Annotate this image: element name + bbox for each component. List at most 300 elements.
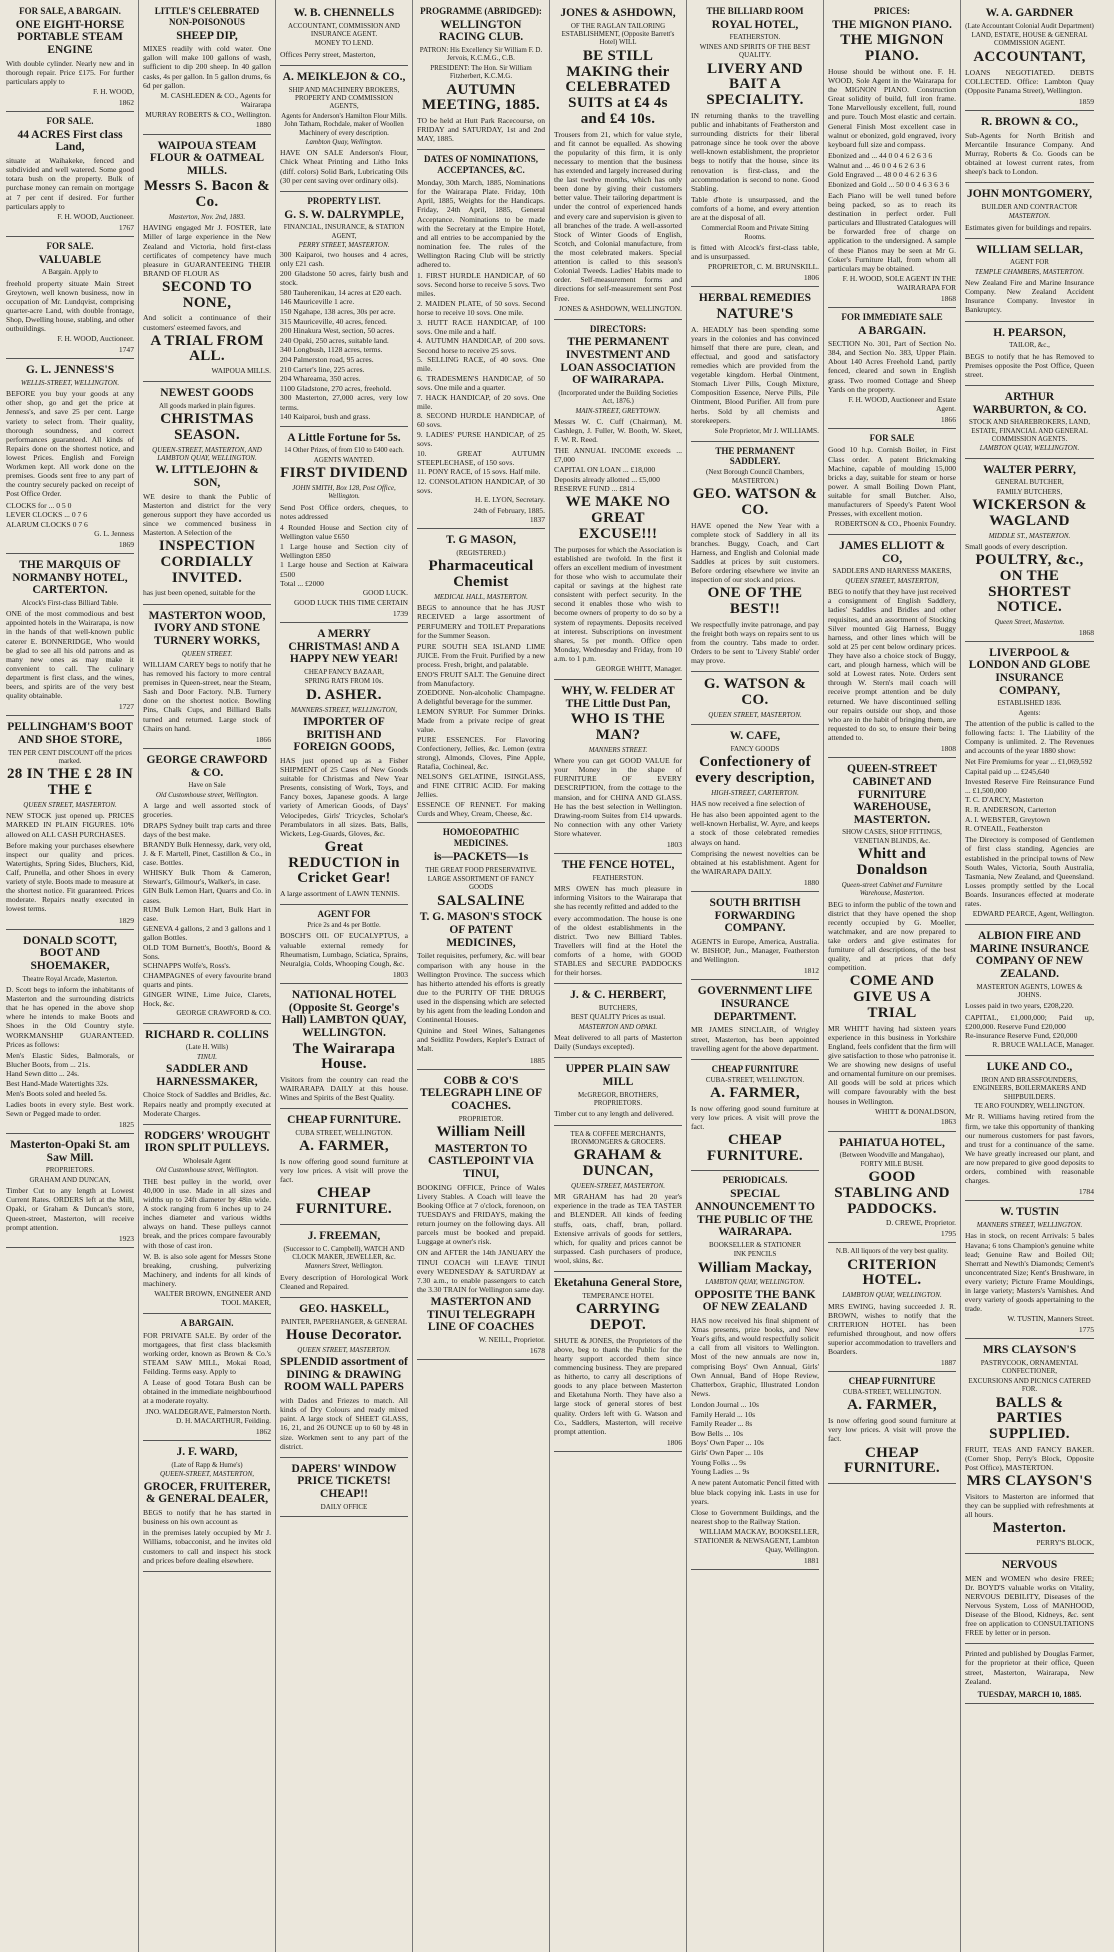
ad-date: 1825: [118, 1120, 134, 1129]
list-item: RESERVE FUND ... £814: [554, 484, 635, 494]
advertisement: [143, 1024, 271, 1125]
ad-date: 1868: [1078, 627, 1094, 637]
ad-title: R. BROWN & CO.,: [980, 116, 1079, 128]
item-list: [417, 271, 545, 495]
list-item: Young Folks ... 9s: [691, 1457, 746, 1467]
advertisement: [828, 2, 956, 308]
advertisement: [691, 672, 819, 725]
ad-title: J. & C. HERBERT,: [570, 989, 666, 1002]
ad-body: SECTION No. 301, Part of Section No. 384, and Section No. 383, Upper Plain. About 140 Acres Freehold Land, partly fenced, cleared and sown in English grass. Two roomed Cottage and Sheep Yards on the property.: [828, 339, 956, 394]
ad-title: A MERRY CHRISTMAS! AND A HAPPY NEW YEAR!: [288, 628, 400, 666]
ad-body: FRUIT, TEAS AND FANCY BAKER. (Corner Shop, Perry's Block, Opposite Post Office), MASTERTON.: [965, 1444, 1094, 1473]
ad-date: 1866: [255, 734, 271, 744]
ad-sig: W. NEILL, Proprietor.: [478, 1334, 545, 1344]
ad-date: 1862: [118, 97, 134, 107]
advertisement: [554, 320, 682, 680]
ad-sub3: Commercial Room and Private Sitting Rooms.: [701, 224, 809, 241]
ad-body: BEGS to notify that he has Removed to Premises opposite the Post Office, Queen street.: [965, 351, 1094, 379]
ad-sub: (Between Woodville and Mangahao), FORTY MILE BUSH.: [839, 1151, 945, 1168]
advertisement: [6, 112, 134, 237]
ad-date: 1863: [940, 1117, 956, 1127]
list-item: PURE SOUTH SEA ISLAND LIME JUICE. From the Fruit. Purified by a new process. Fresh, bright, and palatable.: [417, 641, 545, 669]
ad-big: AUTUMN MEETING, 1885.: [422, 81, 540, 114]
advertisement: [965, 459, 1094, 642]
list-item: 580 Tauherenikau, 14 acres at £20 each.: [280, 287, 402, 297]
advertisement: [965, 642, 1094, 925]
ad-sig: GEORGE WHITT, Manager.: [595, 664, 682, 674]
ad-body2: We respectfully invite patronage, and pay the freight both ways on repairs sent to us from the country. Tabs made to order. Orders to be sent to 'Livery Stable' order may prove.: [691, 619, 819, 666]
list-item: Family Reader ... 8s: [691, 1419, 753, 1429]
ad-head: A BARGAIN.: [180, 1317, 234, 1328]
ad-body: The attention of the public is called to the following facts: 1. The Liability of the Company is unlimited. 2. The Revenues and accounts of the year 1880 show:: [965, 719, 1094, 756]
ad-addr2: Queen Street, Masterton.: [994, 618, 1065, 627]
ad-title: WAIPOUA STEAM FLOUR & OATMEAL MILLS.: [149, 139, 265, 177]
list-item: Men's Boots soled and heeled 5s.: [6, 1088, 107, 1098]
ad-body: situate at Waihakeke, fenced and subdivided and well watered. Some good totara bush on the property. Bulk of purchase money can remain on mortgage at 7 per cent if desired. For further particulars apply to: [6, 156, 134, 211]
ad-sig: JONES & ASHDOWN, WELLINGTON.: [558, 303, 682, 313]
ad-big: WHO IS THE MAN?: [570, 711, 666, 743]
ad-title: SOUTH BRITISH FORWARDING COMPANY.: [709, 897, 801, 935]
ad-big: Pharmaceutical Chemist: [428, 558, 534, 591]
ad-title: NEWEST GOODS: [160, 387, 254, 400]
ad-big: GEO. WATSON & CO.: [692, 486, 818, 518]
list-item: ENO'S FRUIT SALT. The Genuine direct from Manufactory.: [417, 669, 545, 688]
ad-body2: has just been opened, suitable for the: [143, 588, 256, 598]
ad-title: THE MIGNON PIANO.: [832, 18, 952, 31]
page-column: [139, 0, 276, 1952]
ad-body: Printed and published by Douglas Farmer, for the proprietor at their office, Queen street, Masterton, Wairarapa, New Zealand.: [965, 1649, 1094, 1686]
advertisement: [965, 2, 1094, 111]
list-item: 1 Large house and Section city of Wellington £850: [280, 541, 408, 560]
ad-body2: A Lease of good Totara Bush can be obtained in the immediate neighbourhood at a moderate royalty.: [143, 1378, 271, 1406]
ad-title: WHY, W. FELDER AT THE Little Dust Pan,: [561, 684, 675, 710]
page-column: [550, 0, 687, 1952]
ad-sub: AGENT FOR: [1010, 258, 1049, 267]
ad-addr: QUEEN STREET, MASTERTON,: [845, 576, 939, 585]
ad-big: House Decorator.: [286, 1327, 402, 1344]
ad-head: HOMOEOPATHIC MEDICINES.: [442, 827, 520, 849]
list-item: ZOEDONE. Non-alcoholic Champagne. A delightful beverage for the summer.: [417, 688, 545, 707]
list-item: Girls' Own Paper ... 10s: [691, 1448, 764, 1458]
ad-date: 24th of February, 1885.: [473, 506, 545, 516]
ad-body: Messrs W. C. Cuff (Chairman), M. Cashlegn, J. Fuller, W. Booth, W. Skeet, F. W. R. Reed.: [554, 417, 682, 445]
ad-sub2: WINES AND SPIRITS OF THE BEST QUALITY.: [699, 42, 811, 60]
ad-sig: F. H. WOOD, Auctioneer.: [57, 334, 134, 344]
ad-addr: MASTERTON AND OPAKI.: [578, 1022, 658, 1031]
advertisement: [691, 980, 819, 1059]
ad-title: PAHIATUA HOTEL,: [839, 1136, 945, 1149]
ad-addr: MANNERS STREET.: [588, 745, 648, 754]
list-item: Bow Bells ... 10s: [691, 1428, 743, 1438]
ad-big2: WE MAKE NO GREAT EXCUSE!!!: [565, 494, 671, 542]
ad-sub: (Successor to C. Campbell), WATCH AND CLOCK MAKER, JEWELLER, &c.: [283, 1244, 405, 1261]
ad-addr: HIGH-STREET, CARTERTON.: [711, 788, 799, 797]
ad-body: With double cylinder. Nearly new and in thorough repair. Price £175. For further particulars apply to: [6, 58, 134, 86]
advertisement: [965, 1201, 1094, 1339]
ad-sub: CUBA-STREET, WELLINGTON.: [705, 1075, 805, 1084]
ad-sub: PAINTER, PAPERHANGER, & GENERAL: [280, 1317, 408, 1326]
ad-sub: FINANCIAL, INSURANCE, & STATION AGENT,: [283, 223, 405, 240]
list-item: Best Hand-Made Watertights 32s.: [6, 1079, 109, 1089]
ad-title: SPECIAL ANNOUNCEMENT TO THE PUBLIC OF THE WAIRARAPA.: [695, 1188, 815, 1239]
list-item: 204 Whareama, 350 acres.: [280, 374, 361, 384]
advertisement: [691, 287, 819, 441]
advertisement: [828, 429, 956, 536]
ad-body2: MR WHITT having had sixteen years experience in this business in Yorkshire England, feels confident that the firm will give satisfaction to those who patronise it. We are showing new designs of useful and ornamental furniture on our premises. All goods will be sold at prices which will compare favourably with the best houses in Wellington.: [828, 1023, 956, 1106]
ad-title: MASTERTON WOOD, IVORY AND STONE TURNERY WORKS,: [148, 609, 266, 647]
ad-body: BEG to notify that they have just received a consignment of English Saddlery, ladies' Saddles and Bridles and other requisites, and an assortment of Stocking Silver mounted Gig Harness, Buggy harness, and other lines which will be sold at 25 per cent below ordinary prices. They have also a choice stock of Buggy, cart, and plough harness, which will be sold at Lowest rates. Note. Orders sent through W. Stern's mail coach will receive prompt attention and be duly returned. We have discontinued selling our repairs outside our shop, and those who are in the habit of bringing them, are requested to do so, to ensure their being attended to.: [828, 587, 956, 743]
list-item: GINGER WINE, Lime Juice, Clarets, Hock, &c.: [143, 989, 271, 1008]
ad-title: A. MEIKLEJON & CO.,: [282, 70, 406, 83]
ad-body: THE best pulley in the world, over 40,000 in use. Made in all sizes and widths up to 24ft diameter by 48in wide. A stock ranging from 6 inches up to 24 inches diameter and various widths always on hand. These pulleys cannot break, and the prices compare favourably with those of cast iron.: [143, 1176, 271, 1250]
ad-date: 1812: [803, 966, 819, 976]
advertisement: [6, 2, 134, 112]
ad-body: WILLIAM CAREY begs to notify that he has removed his factory to more central premises in Queen-street, near the Steam, Sash and Door Factory. N.B. Turnery done on the shortest notice. Bowling Pins, Chalk Cups, and Billiard Balls turned and returned. Large stock of Chairs on hand.: [143, 659, 271, 733]
list-item: OLD TOM Burnett's, Booth's, Boord & Sons.: [143, 942, 271, 961]
ad-addr: Masterton, Nov. 2nd, 1883.: [168, 212, 246, 221]
ad-sub2: GRAHAM AND DUNCAN,: [29, 1175, 111, 1184]
advertisement: [143, 2, 271, 135]
ad-addr: QUEEN STREET, MASTERTON.: [297, 1345, 391, 1354]
advertisement: [828, 535, 956, 758]
advertisement: [280, 427, 408, 623]
ad-addr: QUEEN STREET, MASTERTON.: [708, 710, 802, 719]
list-item: 1. FIRST HURDLE HANDICAP, of 60 sovs. Second horse to receive 5 sovs. Two miles.: [417, 271, 545, 299]
advertisement: [691, 725, 819, 892]
ad-date: 1923: [118, 1233, 134, 1243]
ad-sub: STOCK AND SHAREBROKERS, LAND, ESTATE, FINANCIAL AND GENERAL COMMISSION AGENTS.: [968, 418, 1091, 443]
advertisement: [965, 1644, 1094, 1704]
ad-body: Small goods of every description.: [965, 542, 1068, 552]
ad-big: Whitt and Donaldson: [856, 846, 928, 878]
advertisement: [143, 1314, 271, 1442]
ad-sub: CUBA STREET, WELLINGTON.: [295, 1128, 393, 1137]
ad-sub: N.B. All liquors of the very best quality.: [835, 1247, 949, 1256]
list-item: 7. HACK HANDICAP, of 20 sovs. One mile.: [417, 392, 545, 411]
ad-date: 1767: [118, 222, 134, 232]
ad-addr: JOHN SMITH, Box 128, Post Office, Wellington.: [292, 483, 396, 501]
ad-title2: IMPORTER OF BRITISH AND FOREIGN GOODS,: [293, 715, 395, 754]
ad-body: IN returning thanks to the travelling public and inhabitants of Featherston and surrounding districts for their liberal patronage since he took over the above well-known establishment, the proprietor begs to notify that the house, since its renovation is first-class, and the accommodation is second to none. Good Stabling.: [691, 110, 819, 193]
list-item: 9. LADIES' PURSE HANDICAP, of 25 sovs.: [417, 430, 545, 449]
ad-sub: CHEAP FANCY BAZAAR,: [304, 668, 384, 677]
ad-title2: OPPOSITE THE BANK OF NEW ZEALAND: [694, 1288, 816, 1314]
advertisement: [965, 925, 1094, 1056]
ad-sig: WALTER BROWN, ENGINEER AND TOOL MAKER,: [154, 1289, 271, 1307]
ad-addr: TEMPLE CHAMBERS, MASTERTON.: [974, 267, 1085, 276]
ad-body: TO be held at Hutt Park Racecourse, on FRIDAY and SATURDAY, 1st and 2nd MAY, 1885.: [417, 116, 545, 144]
ad-big3: A TRIAL FROM ALL.: [150, 332, 264, 365]
ad-big: GRAHAM & DUNCAN,: [573, 1147, 663, 1180]
ad-sig: F. H. WOOD, Auctioneer and Estate Agent.: [848, 394, 956, 413]
ad-sub: Wholesale Agent: [182, 1157, 231, 1166]
advertisement: [554, 984, 682, 1058]
ad-title: CHEAP FURNITURE.: [287, 1114, 401, 1127]
list-item: 5. SELLING RACE, of 40 sovs. One mile.: [417, 355, 545, 374]
ad-body: BEFORE you buy your goods at any other shop, go and get the price at Jenness's, and save 25 per cent. Large variety to select from. Their quality, thorough soundness, and correct performances guaranteed. All kinds of Repairs done on the shortest notice, and lowest Prices. English and Foreign Workmen kept. All work done on the premises. Goods sent free to any part of the country securely packed on receipt of Post Office Order.: [6, 389, 134, 499]
ad-title: DAPERS' WINDOW PRICE TICKETS! CHEAP!!: [291, 1462, 397, 1501]
list-item: Men's Elastic Sides, Balmorals, or Blucher Boots, from ... 21s.: [6, 1050, 134, 1069]
ad-title: MRS CLAYSON'S: [982, 1344, 1077, 1357]
ad-body: Timber cut to any length and delivered.: [554, 1109, 674, 1119]
list-item: RUM Bulk Lemon Hart, Bulk Hart in case.: [143, 905, 271, 924]
ad-addr: Lambton Quay, Wellington.: [305, 137, 383, 146]
ad-title: A Little Fortune for 5s.: [287, 431, 401, 444]
list-item: Invested Reserve Fire Reinsurance Fund ... £1,500,000: [965, 776, 1094, 795]
advertisement: [417, 2, 545, 150]
ad-sub: BUILDER AND CONTRACTOR: [981, 202, 1078, 211]
ad-date: 1859: [1078, 96, 1094, 106]
ad-head: FOR SALE: [869, 432, 915, 443]
ad-addr: Queen-street Cabinet and Furniture Warehouse, Masterton.: [841, 880, 943, 898]
list-item: Family Herald ... 10s: [691, 1409, 756, 1419]
ad-body: Where you can get GOOD VALUE for your Money in the shape of FURNITURE OF EVERY DESCRIPTION, from the cottage to the mansion, and for CHINA AND GLASS. He has the best selection in Wellington. Drawing-room Suites from £14 upwards. No connection with any other Variety Store whatever.: [554, 756, 682, 839]
ad-sub: 14 Other Prizes, of from £10 to £400 each.: [284, 446, 404, 455]
list-item: 1100 Gladstone, 270 acres, freehold.: [280, 383, 392, 393]
ad-date: 1806: [803, 273, 819, 283]
advertisement: [554, 680, 682, 854]
ad-body: MR JAMES SINCLAIR, of Wrigley street, Masterton, has been appointed travelling agent for the above department.: [691, 1025, 819, 1053]
ad-sub: IRON AND BRASSFOUNDERS, ENGINEERS, BOILERMAKERS AND SHIPBUILDERS.: [972, 1075, 1087, 1101]
ad-sub: OF THE RAGLAN TAILORING ESTABLISHMENT, (Opposite Barrett's Hotel) WILL: [561, 21, 675, 47]
advertisement: [554, 854, 682, 984]
ad-sig: PROPRIETOR, C. M. BRUNSKILL.: [708, 262, 819, 272]
ad-sig: W. TUSTIN, Manners Street.: [1007, 1314, 1094, 1324]
list-item: Young Ladies ... 9s: [691, 1467, 750, 1477]
ad-title: WILLIAM SELLAR,: [976, 243, 1083, 256]
ad-title: JAMES ELLIOTT & CO,: [839, 540, 945, 565]
ad-body: BEG to inform the public of the town and district that they have opened the shop recently occupied by G. Moeller, watchmaker, and are now prepared to take orders and give estimates for furniture of all descriptions, of the best quality, and at prices that defy competition.: [828, 899, 956, 973]
ad-date: 1869: [118, 539, 134, 549]
list-item: R. O'NEAIL, Featherston: [965, 824, 1043, 834]
ad-body: A large and well assorted stock of groceries.: [143, 800, 271, 820]
list-item: Capital paid up ... £245,640: [965, 767, 1050, 777]
ad-title: GEORGE CRAWFORD & CO.: [146, 753, 268, 779]
ad-sub: GENERAL BUTCHER,: [995, 478, 1064, 487]
ad-body3: is fitted with Alcock's first-class table, and is unsurpassed.: [691, 242, 819, 262]
ad-title: Masterton-Opaki St. am Saw Mill.: [10, 1139, 130, 1164]
list-item: GENEVA 4 gallons, 2 and 3 gallons and 1 gallon Bottles.: [143, 923, 271, 942]
ad-sub2: SPRING RATS FROM 10s.: [304, 677, 384, 686]
ad-body: NEW STOCK just opened up. PRICES MARKED IN PLAIN FIGURES. 10% allowed on ALL CASH PURCHASES.: [6, 811, 134, 839]
ad-big2: CHEAP FURNITURE.: [707, 1131, 803, 1164]
ad-title: H. PEARSON,: [993, 326, 1066, 339]
advertisement: [554, 1126, 682, 1273]
ad-sig: D. CREWE, Proprietor.: [886, 1218, 956, 1228]
ad-big2: ONE OF THE BEST!!: [707, 585, 803, 618]
ad-title: Eketahuna General Store,: [554, 1277, 682, 1290]
ad-title: A BARGAIN.: [858, 324, 926, 337]
ad-body: LOANS NEGOTIATED. DEBTS COLLECTED. Office: Lambton Quay (Opposite Panama Street), Wellington.: [965, 67, 1094, 95]
ad-body: BEGS to notify that he has started in business on his own account as: [143, 1508, 271, 1527]
ad-sub2: PRESIDENT: The Hon. Sir William Fitzherbert, K.C.M.G.: [430, 63, 532, 81]
ad-sub: (Incorporated under the Building Societies Act, 1876.): [558, 388, 678, 406]
ad-date: 1885: [529, 1055, 545, 1065]
ad-date: 1868: [940, 293, 956, 303]
ad-sig: GEORGE CRAWFORD & CO.: [176, 1007, 271, 1017]
list-item: 240 Opaki, 250 acres, suitable land.: [280, 335, 389, 345]
ad-head: PROPERTY LIST.: [307, 195, 381, 206]
advertisement: [828, 1132, 956, 1244]
advertisement: [828, 758, 956, 1131]
list-item: 200 Hinakura West, section, 50 acres.: [280, 326, 395, 336]
ad-sub: Alcock's First-class Billiard Table.: [21, 598, 119, 607]
ad-sig: EDWARD PEARCE, Agent, Wellington.: [972, 909, 1094, 919]
ad-date: 1808: [940, 744, 956, 754]
ad-date: 1806: [666, 1437, 682, 1447]
ad-sig: F. H. WOOD, Auctioneer.: [57, 211, 134, 221]
ad-sub: SHOW CASES, SHOP FITTINGS, VENETIAN BLINDS, &c.: [842, 828, 942, 845]
ad-sig: M. CASHLEDEN & CO., Agents for Wairarapa: [160, 90, 271, 109]
ad-body: AGENTS in Europe, America, Australia. W. BISHOP, Jun., Manager, Featherston and Wellington.: [691, 937, 819, 965]
list-item: DRAPS Sydney built trap carts and three days of the best make.: [143, 821, 271, 840]
advertisement: [143, 1125, 271, 1314]
list-item: A. I. WEBSTER, Greytown: [965, 814, 1051, 824]
list-item: NELSON'S GELATINE, ISINGLASS, and FINE CITRIC ACID. For making Jellies.: [417, 771, 545, 799]
ad-sig: F. H. WOOD, SOLE AGENT IN THE WAIRARAPA FOR: [842, 273, 956, 292]
ad-head: THE BILLIARD ROOM: [706, 6, 804, 16]
list-item: ESSENCE OF RENNET. For making Curds and Whey, Cream, Cheese, &c.: [417, 799, 545, 818]
ad-big: CARRYING DEPOT.: [575, 1301, 661, 1333]
ad-sub: All goods marked in plain figures.: [158, 401, 256, 410]
ad-head: FOR SALE.: [46, 116, 94, 127]
list-item: 140 Kaiparoi, bush and grass.: [280, 412, 371, 422]
ad-sub: SADDLERS AND HARNESS MAKERS,: [832, 567, 952, 576]
ad-title: HERBAL REMEDIES: [698, 292, 812, 305]
list-item: 3. HUTT RACE HANDICAP, of 100 sovs. One mile and a half.: [417, 317, 545, 336]
ad-big: LIVERY AND BAIT A SPECIALITY.: [706, 60, 804, 109]
ad-title: JONES & ASHDOWN,: [560, 7, 676, 19]
ad-title: JOHN MONTGOMERY,: [966, 188, 1093, 201]
ad-big2: POULTRY, &c., ON THE SHORTEST NOTICE.: [975, 552, 1084, 616]
ad-head: PRICES:: [873, 6, 910, 16]
ad-body: Trousers from 21, which for value style, and fit cannot be equalled. As showing the popularity of this firm, it is only necessary to mention that the business has extended and largely increased during the last twelve months, which has only been done by giving their customers better value. Their tailoring department is under the control of experienced hands and every care and supervision is given to all branches of the trade. A well-assorted Stock of Winter Goods of English, Scotch, and Colonial manufacture, from the most celebrated makers. Special attention is called to this season's Colonial Tweeds. Ladies' Habits made to order. Self-measurement forms and directions for self-measurement sent Post Free.: [554, 129, 682, 303]
ad-big2: MRS CLAYSON'S: [966, 1473, 1093, 1490]
price-list: [965, 1013, 1094, 1041]
ad-body2: The Directory is composed of Gentlemen of first class standing. Agencies are established in the principal towns of New South Wales, Victoria, South Australia, Tasmania, New Zealand, and Queensland. Losses promptly settled by the Local Boards. Insurances effected at moderate rates.: [965, 835, 1094, 909]
ad-body: A. HEADLY has been spending some years in the colonies and has convinced himself that there are pure, clean, and effectual, and good and satisfactory remedies which are provided from the vegetable kingdom. Herbal Ointment, Stomach Liver Pills, Cough Mixture, Composition Essence, Nerve Pills, Pile Ointment, Blood Purifier. All from pure herbs. Sold by all chemists and storekeepers.: [691, 324, 819, 425]
ad-head: FOR IMMEDIATE SALE: [841, 311, 943, 322]
ad-big3: Masterton.: [992, 1520, 1067, 1537]
list-item: Gold Engraved ... 48 0 0 4 6 2 6 3 6: [828, 170, 937, 180]
list-item: 10. GREAT AUTUMN STEEPLECHASE, of 150 sovs.: [417, 448, 545, 467]
ad-sub: PATRON: His Excellency Sir William F. D. Jervois, K.C.M.G., C.B.: [419, 46, 543, 63]
ad-addr: MAIN-STREET, GREYTOWN.: [575, 406, 661, 415]
ad-big2: SECOND TO NONE,: [161, 278, 253, 311]
ad-title: RICHARD R. COLLINS: [145, 1028, 269, 1041]
list-item: Ebonized and Gold ... 50 0 0 4 6 3 6 3 6: [828, 179, 950, 189]
ad-sig: WILLIAM MACKAY, BOOKSELLER, STATIONER & NEWSAGENT, Lambton Quay, Wellington.: [694, 1526, 819, 1554]
ad-title: QUEEN-STREET CABINET AND FURNITURE WAREHOUSE, MASTERTON.: [846, 763, 938, 826]
ad-body3: Comprising the newest novelties can be obtained at his establishment. Agent for the WAIRARAPA DAILY.: [691, 848, 819, 876]
item-list: [280, 250, 408, 421]
ad-body: HAVE ON SALE Anderson's Flour, Chick Wheat Printing and Litho Inks (diff. colors) Solid Bark, Lubricating Oils (30 per cent saving over ordinary oils).: [280, 148, 408, 185]
advertisement: [280, 1109, 408, 1225]
advertisement: [417, 529, 545, 823]
advertisement: [691, 2, 819, 287]
advertisement: [280, 905, 408, 984]
ad-title: LIVERPOOL & LONDON AND GLOBE INSURANCE COMPANY,: [968, 646, 1091, 697]
ad-body: Mr R. Williams having retired from the firm, we take this opportunity of thanking our numerous customers for past favors, and trust for a continuance of the same. We have greatly increased our plant, and are now prepared to give good deposits to orders, combined with reasonable charges.: [965, 1112, 1094, 1186]
advertisement: [280, 1225, 408, 1298]
ad-sub: TEA & COFFEE MERCHANTS, IRONMONGERS & GROCERS.: [570, 1129, 666, 1146]
ad-body: SHUTE & JONES, the Proprietors of the above, beg to thank the Public for the hearty support accorded them since commencing business. They are prepared as hitherto, to carry all descriptions of goods to any place between Masterton and Eketahuna North. They have also a large stock of general stores of best quality. Orders left with G. Watson and Co., Saddlers, Masterton, will receive prompt attention.: [554, 1335, 682, 1436]
ad-title2: T. G. MASON'S STOCK OF PATENT MEDICINES,: [419, 911, 543, 949]
ad-sig: Sole Proprietor, Mr J. WILLIAMS.: [714, 425, 819, 435]
ad-body: HAS just opened up as a Fisher SHIPMENT of 25 Cases of New Goods suitable for Christmas and New Year Presents, consisting of Work, Toys, and Fancy boxes, Japanese goods. A large variety of American Goods, of Days' Velocipedes, Girls' Tricycles, Scholar's Perambulators in all sizes. Bats, Balls, Wickets, Leg-Guards, Gloves, &c.: [280, 755, 408, 838]
ad-sig: G. L. Jenness: [94, 528, 134, 538]
advertisement: [828, 1243, 956, 1372]
ad-body: House should be without one. F. H. WOOD, Sole Agent in the Wairarapa for the MIGNON PIANO. Construction Great solidity of build, full iron frame. Tone Marvellously excellent, full, round and pure. Touch Most elastic and certain. General Finish Most excellent case in walnut or ebonized, gold engraved, ivory keyboard full size and compass.: [828, 66, 956, 149]
ad-head: AGENT FOR: [317, 909, 371, 920]
ad-big: The Wairarapa House.: [292, 1040, 396, 1073]
ad-sub: TAILOR, &c.,: [1009, 341, 1050, 350]
advertisement: [280, 623, 408, 905]
list-item: Re-insurance Reserve Fund, £20,000: [965, 1031, 1078, 1041]
ad-title: WALTER PERRY,: [983, 463, 1076, 476]
ad-sub2: Agents:: [1018, 708, 1041, 717]
advertisement: [6, 237, 134, 359]
ad-body2: A new patent Automatic Pencil fitted with blue black copying ink. Lasts in use for years.: [691, 1478, 819, 1506]
list-item: 150 Ngahape, 138 acres, 30s per acre.: [280, 307, 396, 316]
ad-sig: PERRY'S BLOCK,: [1036, 1538, 1094, 1548]
ad-head: PROGRAMME (ABRIDGED):: [420, 6, 542, 16]
ad-big: A. FARMER,: [847, 1397, 937, 1414]
list-item: Boys' Own Paper ... 10s: [691, 1438, 764, 1448]
item-list: [965, 795, 1094, 833]
ad-sig: H. E. LYON, Secretary.: [475, 495, 545, 505]
ad-sub: DAILY OFFICE: [320, 1502, 368, 1511]
ad-big: THE MIGNON PIANO.: [840, 32, 944, 65]
ad-body2: Before making your purchases elsewhere inspect our quality and prices. Watertights, Spring Sides, Bluchers, Kid, Calf, Prunella, and other Shoes in every variety of style. Boots made to measure at the shortest notice. Fit guaranteed. Prices moderate. Repairs neatly executed in lowest terms.: [6, 840, 134, 914]
ad-head: FOR SALE, A BARGAIN.: [19, 6, 121, 16]
advertisement: [280, 192, 408, 427]
list-item: 315 Mauriceville, 40 acres, fenced.: [280, 316, 387, 326]
advertisement: [6, 930, 134, 1134]
ad-date: 1747: [118, 345, 134, 355]
ad-sub: (Late H. Wills): [185, 1043, 229, 1052]
ad-addr: LAMBTON QUAY, WELLINGTON.: [705, 1278, 805, 1287]
ad-sig: JNO. WALDEGRAVE, Palmerston North.: [145, 1406, 271, 1416]
ad-body: Choice Stock of Saddles and Bridles, &c. Repairs neatly and promptly executed at Moderate Charges.: [143, 1090, 271, 1118]
ad-title: W. B. CHENNELLS: [293, 7, 395, 19]
ad-sig2: D. H. MACARTHUR, Feilding.: [175, 1416, 271, 1426]
ad-title: NATIONAL HOTEL (Opposite St. George's Hall) LAMBTON QUAY, WELLINGTON.: [281, 988, 407, 1039]
ad-title: WELLINGTON RACING CLUB.: [438, 18, 524, 44]
ad-body2: Ladies boots in every style. Best work. Sewn or Pegged made to order.: [6, 1099, 134, 1118]
ad-title: NERVOUS: [1001, 1558, 1058, 1571]
ad-big: A. FARMER,: [299, 1138, 389, 1155]
advertisement: [280, 984, 408, 1109]
ad-head: THE PERMANENT SADDLERY.: [715, 445, 795, 467]
ad-sub: TEN PER CENT DISCOUNT off the prices marked.: [8, 748, 132, 766]
list-item: CAPITAL ON LOAN ... £18,000: [554, 465, 656, 475]
page-column: [824, 0, 961, 1952]
ad-addr: PERRY STREET, MASTERTON.: [298, 240, 390, 249]
ad-date2: 1837: [529, 515, 545, 525]
ad-sub: A Bargain. Apply to: [41, 268, 99, 277]
list-item: 2. MAIDEN PLATE, of 50 sovs. Second horse to receive 10 sovs. One mile.: [417, 298, 545, 318]
ad-title2: W. LITTLEJOHN & SON,: [155, 464, 259, 490]
ad-addr: QUEEN-STREET, MASTERTON.: [570, 1181, 666, 1190]
ad-title: W. A. GARDNER: [985, 7, 1074, 19]
ad-sub: ACCOUNTANT, COMMISSION AND INSURANCE AGENT.: [288, 21, 400, 39]
ad-addr: MANNERS STREET, WELLINGTON.: [976, 1221, 1083, 1230]
ad-body2: And solicit a continuance of their customers' esteemed favors, and: [143, 313, 271, 332]
ad-date: 1727: [118, 702, 134, 712]
advertisement: [280, 1298, 408, 1458]
ad-big: G. WATSON & CO.: [703, 676, 807, 709]
